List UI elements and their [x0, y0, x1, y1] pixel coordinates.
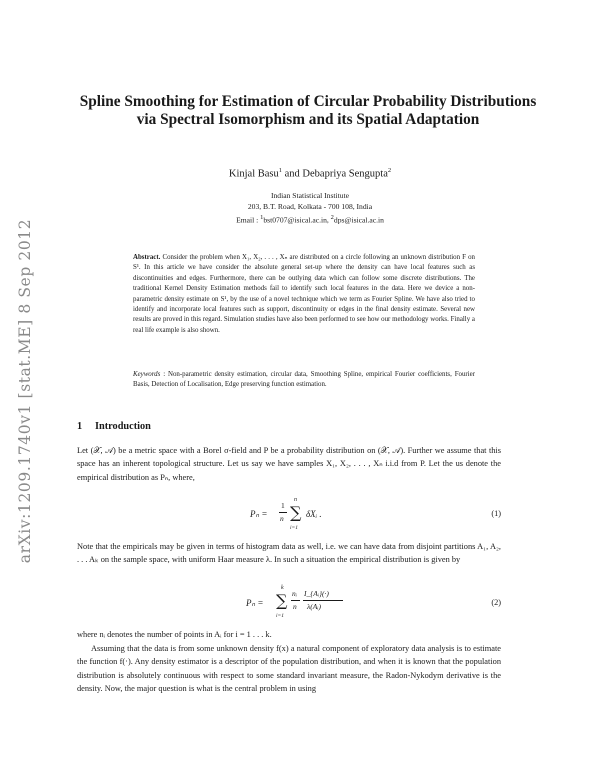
eq2-frac2-num: I_{Aᵢ}(·)	[304, 589, 329, 598]
arxiv-sidebar-id: arXiv:1209.1740v1 [stat.ME] 8 Sep 2012	[16, 218, 34, 564]
author-1-mark: 1	[278, 167, 282, 174]
eq1-sum-icon: ∑	[290, 503, 302, 522]
abstract-label: Abstract.	[133, 254, 161, 261]
eq1-sum-top: n	[294, 497, 297, 503]
equation-1	[0, 498, 600, 538]
eq1-term: δXᵢ .	[306, 509, 322, 519]
eq2-frac2-den: λ(Aᵢ)	[307, 602, 322, 611]
eq1-frac-den: n	[280, 514, 284, 523]
email-label: Email :	[236, 215, 261, 225]
eq1-lhs: Pₙ =	[250, 509, 268, 519]
keywords-text: : Non-parametric density estimation, circular data, Smoothing Spline, empirical Fourier coefficients, Fourier Basis, Detection of Localisation, Edge preserving function estimation.	[133, 371, 475, 389]
author-2: Debapriya Sengupta	[302, 168, 388, 180]
section-number: 1	[77, 421, 83, 432]
abstract-text: Consider the problem when X₁, X₂, . . . , Xₙ are distributed on a circle following an unknown distribution F on S¹. In this article we have consider the absolute general set-up where the density can have local features such as discontinuities and edges. Furthermore, there can be outlying data which can follow some discrete distributions. The traditional Kernel Density Estimation methods fail to identify such local features in the data. Here we device a non-parametric density estimate on S¹, by the use of a novel technique which we term as Fourier Spline. We have also tried to identify and incorporate local features such as support, discontinuity or edges in the final density estimate. Several new results are proved in this regard. Simulation studies have also been performed to see how our methodology works. Finally a real life example is also shown.	[133, 254, 475, 334]
eq1-sum-bot: i=1	[290, 525, 298, 531]
section-title: Introduction	[95, 421, 151, 432]
authors	[80, 167, 540, 180]
eq2-frac1-bar	[291, 600, 300, 601]
paragraph-1: Let (𝒳, 𝒜) be a metric space with a Borel σ-field and P be a probability distribution on (𝒳, 𝒜). Further we assume that this space has an inherent topological structure. Let us say we have samples X₁, X₂, . . . , Xₙ i.i.d from P. Let the us denote the empirical distribution as Pₙ, where,	[77, 446, 501, 482]
email-line	[80, 212, 540, 226]
paragraph-2: Note that the empiricals may be given in terms of histogram data as well, i.e. we can have data from disjoint partitions A₁, A₂, . . . Aₖ on the sample space, with uniform Haar measure λ. In such a situation the empirical distribution is given by	[77, 542, 501, 565]
paragraph-4: Assuming that the data is from some unknown density f(x) a natural component of exploratory data analysis is to estimate the function f(·). Any density estimator is a descriptor of the population distribution, and when it is known that the population distribution is absolutely continuous with respect to some standard invariant measure, the Radon-Nykodym derivative is the density. Now, the major question is what is the central problem in using	[77, 644, 501, 694]
eq1-frac-num: 1	[281, 501, 285, 510]
eq2-sum-bot: i=1	[276, 613, 284, 619]
paper-title: Spline Smoothing for Estimation of Circular Probability Distributions via Spectral Isomorphism and its Spatial Adaptation	[79, 93, 537, 128]
section-heading	[77, 421, 151, 432]
eq2-sum-icon: ∑	[276, 591, 288, 610]
author-1: Kinjal Basu	[228, 168, 279, 180]
eq2-frac1-num: nᵢ	[292, 589, 297, 598]
email-1[interactable]: bst0707@isical.ac.in,	[263, 215, 331, 225]
eq2-sum-top: k	[281, 585, 284, 591]
eq2-frac1-den: n	[293, 602, 297, 611]
author-2-mark: 2	[387, 167, 392, 174]
institute: Indian Statistical Institute	[270, 191, 350, 200]
keywords	[133, 370, 475, 391]
eq1-frac-bar	[279, 512, 287, 513]
eq1-number: (1)	[491, 509, 501, 518]
eq2-lhs: Pₙ =	[246, 598, 264, 608]
eq2-number: (2)	[491, 598, 501, 607]
authors-and: and	[282, 168, 303, 180]
paragraph-3: where nᵢ denotes the number of points in Aᵢ for i = 1 . . . k.	[77, 630, 272, 639]
email-2[interactable]: dps@isical.ac.in	[333, 215, 384, 225]
email-2-mark: 2	[330, 214, 334, 221]
keywords-label: Keywords	[133, 371, 161, 378]
address: 203, B.T. Road, Kolkata - 700 108, India	[247, 202, 373, 211]
eq2-frac2-bar	[303, 600, 343, 601]
abstract	[133, 253, 475, 336]
email-1-mark: 1	[260, 214, 264, 221]
equation-2	[0, 585, 600, 625]
